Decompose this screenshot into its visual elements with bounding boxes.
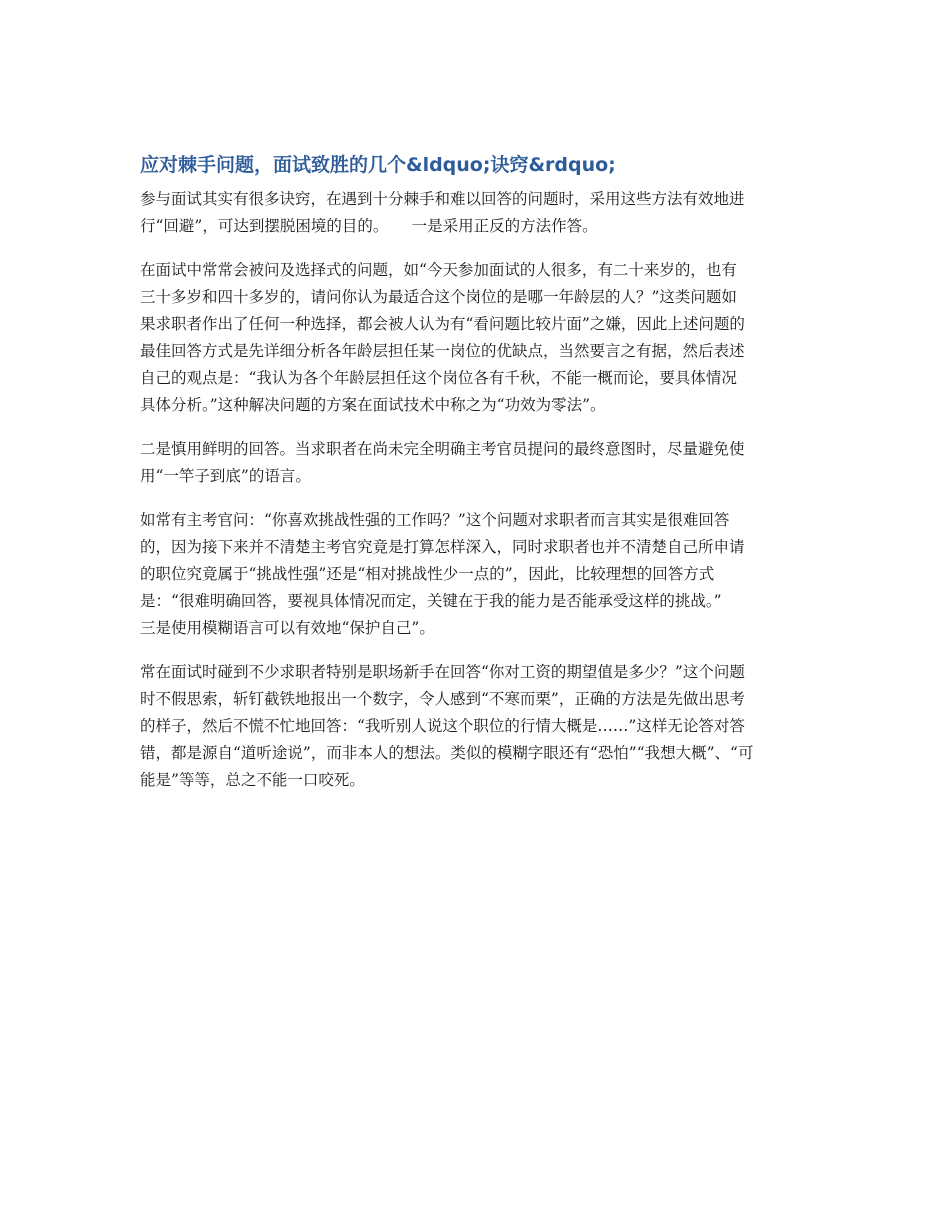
paragraph-example-challenge xyxy=(140,507,808,642)
paragraph-method-one xyxy=(140,257,808,419)
document-page xyxy=(140,150,808,811)
text-line: 行“回避”，可达到摆脱困境的目的。 一是采用正反的方法作答。 xyxy=(140,217,598,235)
text-line: 能是”等等，总之不能一口咬死。 xyxy=(140,771,365,789)
text-line: 常在面试时碰到不少求职者特别是职场新手在回答“你对工资的期望值是多少？”这个问题 xyxy=(140,663,745,681)
text-line: 错，都是源自“道听途说”，而非本人的想法。类似的模糊字眼还有“恐怕”“我想大概”、“可 xyxy=(140,744,754,762)
paragraph-method-three xyxy=(140,659,808,794)
text-line: 果求职者作出了任何一种选择，都会被人认为有“看问题比较片面”之嫌，因此上述问题的 xyxy=(140,315,745,333)
text-line: 三十多岁和四十多岁的，请问你认为最适合这个岗位的是哪一年龄层的人？”这类问题如 xyxy=(140,288,737,306)
paragraph-intro xyxy=(140,186,808,240)
text-line: 三是使用模糊语言可以有效地“保护自己”。 xyxy=(140,619,435,637)
text-line: 在面试中常常会被问及选择式的问题，如“今天参加面试的人很多，有二十来岁的，也有 xyxy=(140,261,737,279)
text-line: 具体分析。”这种解决问题的方案在面试技术中称之为“功效为零法”。 xyxy=(140,396,606,414)
text-line: 的样子，然后不慌不忙地回答：“我听别人说这个职位的行情大概是……”这样无论答对答 xyxy=(140,717,745,735)
text-line: 如常有主考官问：“你喜欢挑战性强的工作吗？”这个问题对求职者而言其实是很难回答 xyxy=(140,511,730,529)
text-line: 用“一竿子到底”的语言。 xyxy=(140,467,311,485)
paragraph-method-two xyxy=(140,436,808,490)
text-line: 的，因为接下来并不清楚主考官究竟是打算怎样深入，同时求职者也并不清楚自己所申请 xyxy=(140,538,745,556)
text-line: 的职位究竟属于“挑战性强”还是“相对挑战性少一点的”，因此，比较理想的回答方式 xyxy=(140,565,715,583)
text-line: 二是慎用鲜明的回答。当求职者在尚未完全明确主考官员提问的最终意图时，尽量避免使 xyxy=(140,440,745,458)
text-line: 时不假思索，斩钉截铁地报出一个数字，令人感到“不寒而栗”，正确的方法是先做出思考 xyxy=(140,690,745,708)
text-line: 最佳回答方式是先详细分析各年龄层担任某一岗位的优缺点，当然要言之有据，然后表述 xyxy=(140,342,745,360)
text-line: 参与面试其实有很多诀窍，在遇到十分棘手和难以回答的问题时，采用这些方法有效地进 xyxy=(140,190,745,208)
text-line: 是：“很难明确回答，要视具体情况而定，关键在于我的能力是否能承受这样的挑战。” xyxy=(140,592,722,610)
document-title: 应对棘手问题，面试致胜的几个&ldquo;诀窍&rdquo; xyxy=(140,154,616,176)
text-line: 自己的观点是：“我认为各个年龄层担任这个岗位各有千秋，不能一概而论，要具体情况 xyxy=(140,369,737,387)
